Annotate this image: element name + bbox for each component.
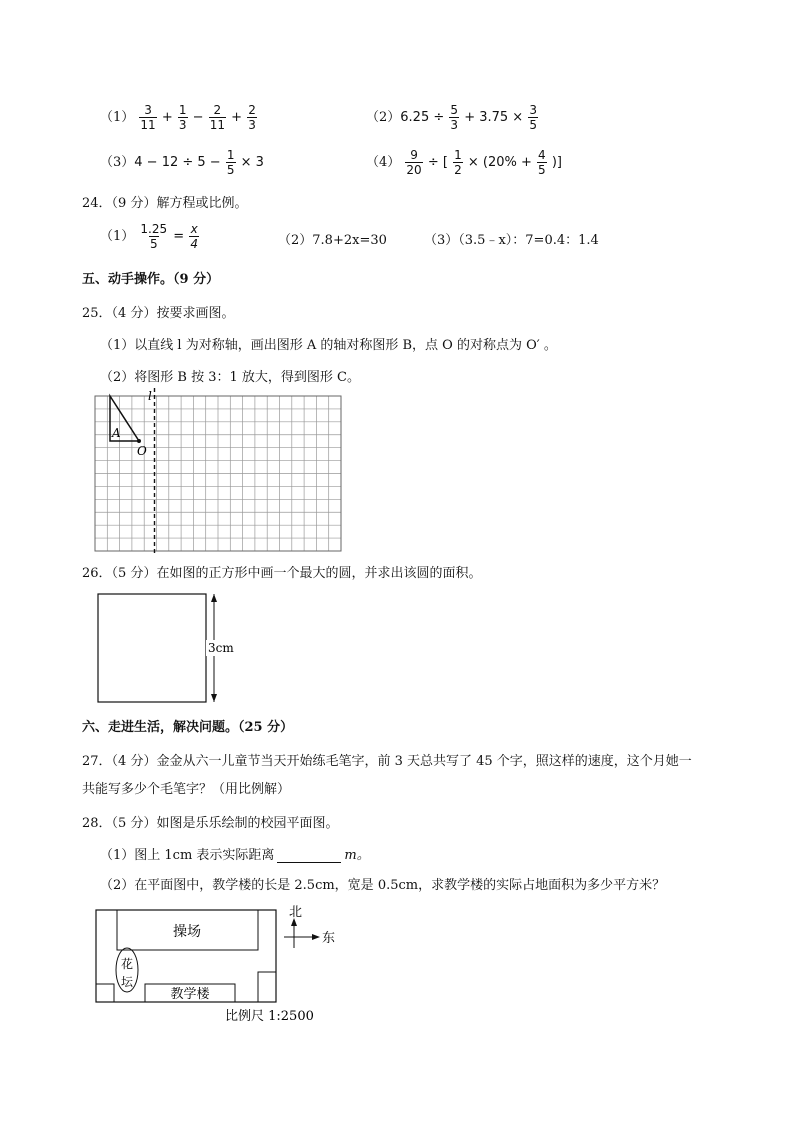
point-o-label: O <box>137 444 147 458</box>
q27-line2: 共能写多少个毛笔字？（用比例解） <box>82 782 291 797</box>
q25-part1: （1）以直线 l 为对称轴，画出图形 A 的轴对称图形 B，点 O 的对称点为 O′ 。 <box>100 338 557 353</box>
corner-building-left <box>96 984 114 1002</box>
fraction: $\frac{1}{3}$ <box>178 103 187 132</box>
fraction: $\frac{5}{3}$ <box>450 103 459 132</box>
arrow-up-icon <box>211 594 217 602</box>
fraction: $\frac{1}{5}$ <box>226 148 235 177</box>
q28-part2: （2）在平面图中，教学楼的长是 2.5cm，宽是 0.5cm，求教学楼的实际占地面积为多少平方米？ <box>100 878 666 893</box>
east-label: 东 <box>322 931 336 946</box>
q24-part2: （2）7.8+2x=30 <box>278 233 387 248</box>
fraction: $\frac{2}{3}$ <box>248 103 256 132</box>
q23-part3: （3）4 − 12 ÷ 5 − $\frac{1}{5}$ × 3 <box>100 148 264 177</box>
q24-part1: （1） $\frac{1.25}{5}$ = $\frac{x}{4}$ <box>100 222 198 251</box>
grid <box>95 396 341 551</box>
corner-building-right <box>258 972 276 1002</box>
q26-square-figure <box>92 588 252 708</box>
flowerbed-label-2: 坛 <box>120 975 134 989</box>
east-arrow-icon <box>312 934 320 940</box>
fraction: $\frac{9}{20}$ <box>406 148 422 177</box>
q23-part4: （4） $\frac{9}{20}$ ÷ [ $\frac{1}{2}$ × (20% + $\frac{4}{5}$ )] <box>366 148 562 177</box>
fraction: $\frac{3}{11}$ <box>140 103 156 132</box>
q28-title: 28．（5 分）如图是乐乐绘制的校园平面图。 <box>82 816 339 831</box>
q28-part1: （1）图上 1cm 表示实际距离 m。 <box>100 848 370 863</box>
playground-label: 操场 <box>173 924 201 940</box>
scale-label: 比例尺 1:2500 <box>225 1009 314 1024</box>
q24-part3: （3）（3.5﹣x）：7=0.4：1.4 <box>424 233 599 248</box>
fraction: $\frac{1}{2}$ <box>454 148 462 177</box>
q23-part1: （1） $\frac{3}{11}$ + $\frac{1}{3}$ − $\frac{2}{11}$ + $\frac{2}{3}$ <box>100 103 256 132</box>
q23-part2: （2）6.25 ÷ $\frac{5}{3}$ + 3.75 × $\frac{3}{5}$ <box>366 103 537 132</box>
flowerbed-label-1: 花 <box>120 957 134 971</box>
section-heading-5: 五、动手操作。（9 分） <box>82 272 220 287</box>
axis-label: l <box>148 389 152 403</box>
q25-title: 25．（4 分）按要求画图。 <box>82 306 235 321</box>
teaching-building-label: 教学楼 <box>170 987 210 1002</box>
north-label: 北 <box>289 905 303 920</box>
square <box>98 594 206 702</box>
q25-grid-figure <box>90 388 350 554</box>
q28-campus-map <box>90 898 350 1028</box>
fraction: $\frac{2}{11}$ <box>209 103 225 132</box>
fraction: $\frac{4}{5}$ <box>538 148 546 177</box>
dimension-label: 3cm <box>208 641 234 655</box>
q26-title: 26．（5 分）在如图的正方形中画一个最大的圆，并求出该圆的面积。 <box>82 566 482 581</box>
fraction: $\frac{3}{5}$ <box>529 103 537 132</box>
shape-a-label: A <box>112 426 121 440</box>
arrow-down-icon <box>211 694 217 702</box>
fraction: $\frac{1.25}{5}$ <box>140 222 168 251</box>
section-heading-6: 六、走进生活，解决问题。（25 分） <box>82 720 294 735</box>
answer-blank[interactable] <box>277 849 341 863</box>
q25-part2: （2）将图形 B 按 3：1 放大，得到图形 C。 <box>100 370 360 385</box>
q27-line1: 27．（4 分）金金从六一儿童节当天开始练毛笔字，前 3 天总共写了 45 个字，照这样的速度，这个月她一 <box>82 754 692 769</box>
fraction: $\frac{x}{4}$ <box>190 222 198 251</box>
point-o <box>137 439 141 443</box>
q24-title: 24．（9 分）解方程或比例。 <box>82 196 248 211</box>
